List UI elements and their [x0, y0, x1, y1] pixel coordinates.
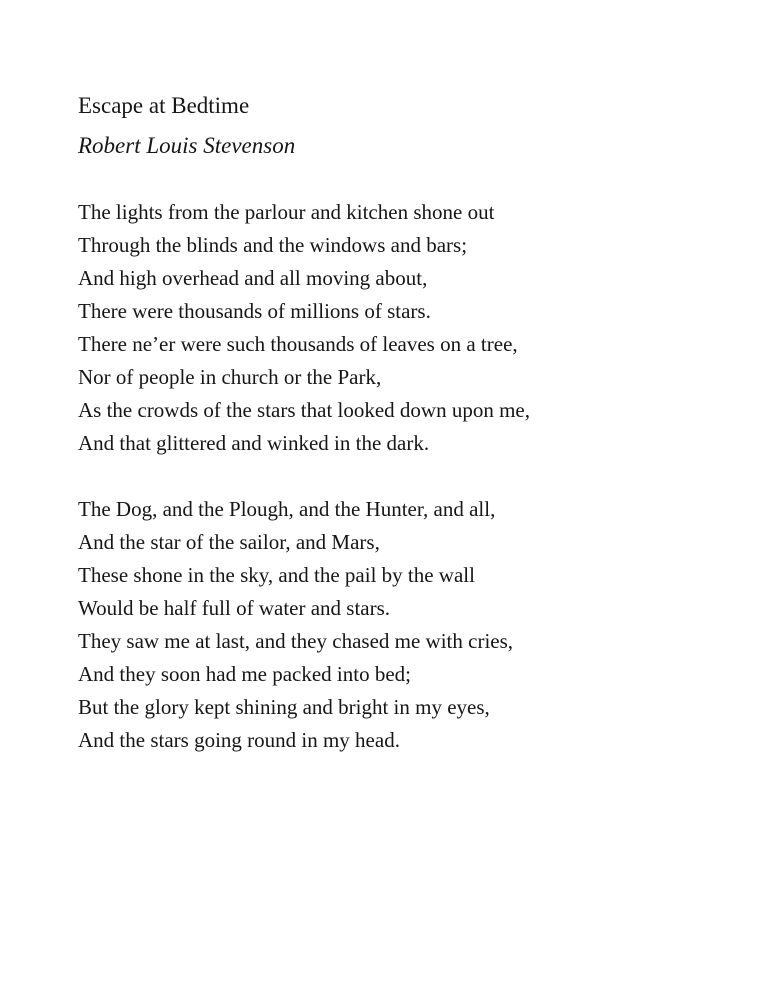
poem-line: There were thousands of millions of stars. — [78, 299, 431, 323]
poem-line: The Dog, and the Plough, and the Hunter, and all, — [78, 497, 496, 521]
poem-title: Escape at Bedtime — [78, 93, 250, 118]
poem-line: The lights from the parlour and kitchen shone out — [78, 200, 495, 224]
poem-line: Would be half full of water and stars. — [78, 596, 391, 620]
poem-body — [78, 196, 706, 757]
poem-line: But the glory kept shining and bright in my eyes, — [78, 695, 490, 719]
poem-stanza-1 — [78, 196, 706, 460]
poem-line: They saw me at last, and they chased me with cries, — [78, 629, 514, 653]
poem-line: Through the blinds and the windows and bars; — [78, 233, 468, 257]
poem-author: Robert Louis Stevenson — [78, 133, 296, 158]
poem-line: And the stars going round in my head. — [78, 728, 400, 752]
poem-stanza-2 — [78, 493, 706, 757]
poem-line: Nor of people in church or the Park, — [78, 365, 382, 389]
poem-line: And they soon had me packed into bed; — [78, 662, 412, 686]
poem-line: As the crowds of the stars that looked down upon me, — [78, 398, 531, 422]
poem-line: And the star of the sailor, and Mars, — [78, 530, 380, 554]
poem-line: And that glittered and winked in the dark. — [78, 431, 430, 455]
poem-line: There ne’er were such thousands of leaves on a tree, — [78, 332, 518, 356]
poem-line: These shone in the sky, and the pail by the wall — [78, 563, 475, 587]
poem-line: And high overhead and all moving about, — [78, 266, 428, 290]
